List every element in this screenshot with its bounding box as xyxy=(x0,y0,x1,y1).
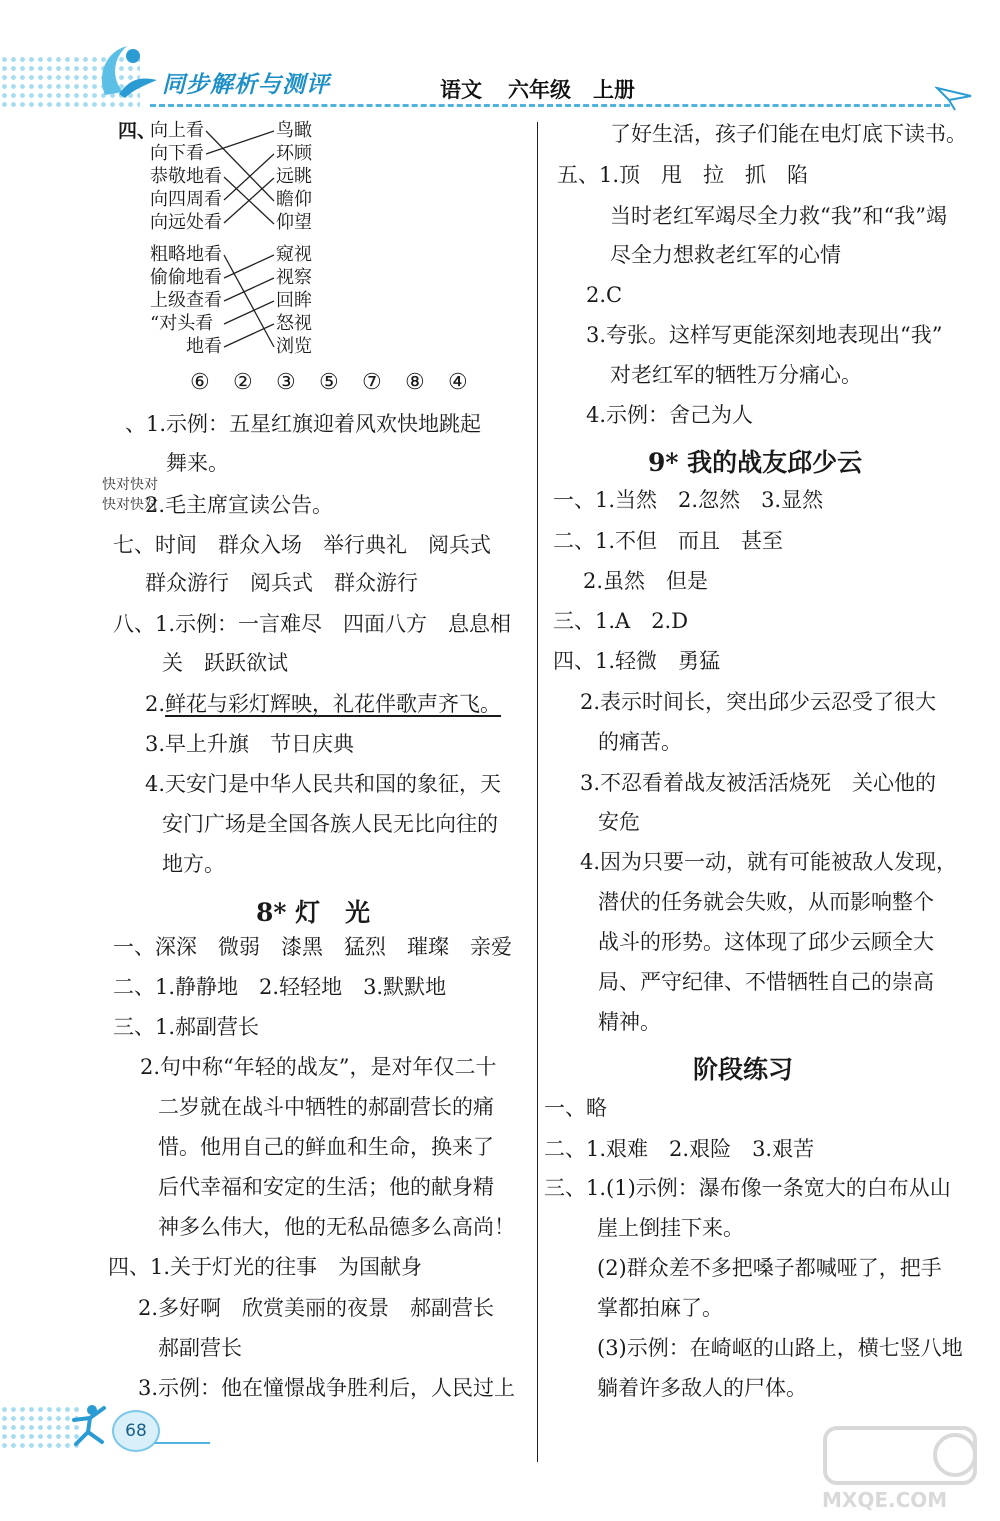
match2-right-5: 浏览 xyxy=(276,336,312,357)
answer-line: 3.夸张。这样写更能深刻地表现出“我” xyxy=(586,323,943,347)
answer-line xyxy=(145,692,501,717)
match2-right-3: 回眸 xyxy=(276,290,312,311)
answer-line: 尽全力想救老红军的心情 xyxy=(610,243,841,267)
answer-line: 2.表示时间长，突出邱少云忍受了很大 xyxy=(580,690,937,714)
answer-line: 七、时间 群众入场 举行典礼 阅兵式 xyxy=(113,533,491,557)
match-right-4: 瞻仰 xyxy=(276,189,312,210)
answer-line: 安门广场是全国各族人民无比向往的 xyxy=(162,812,498,836)
answer-line: 安危 xyxy=(598,810,640,834)
sequence-item: ⑥ xyxy=(190,370,210,395)
answer-line: 舞来。 xyxy=(166,451,229,475)
watermark-logo-icon xyxy=(820,1420,990,1494)
sequence-item: ② xyxy=(233,370,253,395)
answer-line: 二岁就在战斗中牺牲的郝副营长的痛 xyxy=(158,1095,494,1119)
ordering-sequence xyxy=(190,370,491,395)
header-volume: 上册 xyxy=(593,77,635,102)
match-right-5: 仰望 xyxy=(276,212,312,233)
matching-section-label: 四、 xyxy=(118,120,157,142)
answer-line: 4.示例：舍己为人 xyxy=(586,403,754,427)
answer-line: 惜。他用自己的鲜血和生命，换来了 xyxy=(158,1135,494,1159)
match-right-2: 环顾 xyxy=(276,143,312,164)
answer-line: 八、1.示例：一言难尽 四面八方 息息相 xyxy=(113,612,512,636)
match-line xyxy=(206,131,274,154)
answer-line: 一、深深 微弱 漆黑 猛烈 璀璨 亲爱 xyxy=(113,935,512,959)
answer-line: 四、1.关于灯光的往事 为国献身 xyxy=(108,1255,423,1279)
watermark-text: MXQE.COM xyxy=(822,1488,948,1512)
underlined-answer: 鲜花与彩灯辉映，礼花伴歌声齐飞。 xyxy=(165,692,502,716)
answer-line: 三、1.(1)示例：瀑布像一条宽大的白布从山 xyxy=(544,1176,951,1200)
answer-line: 当时老红军竭尽全力救“我”和“我”竭 xyxy=(610,204,947,228)
match-right-3: 远眺 xyxy=(276,166,312,187)
answer-line: 3.示例：他在憧憬战争胜利后，人民过上 xyxy=(138,1376,516,1400)
header-grade: 六年级 xyxy=(508,77,571,102)
match-left-2: 向下看 xyxy=(150,143,204,164)
answer-line: 关 跃跃欲试 xyxy=(162,651,288,675)
answer-line: 3.早上升旗 节日庆典 xyxy=(145,732,355,756)
sequence-item: ③ xyxy=(276,370,296,395)
answer-line: 二、1.静静地 2.轻轻地 3.默默地 xyxy=(113,975,447,999)
answer-line: 郝副营长 xyxy=(158,1336,242,1360)
answer-line: 局、严守纪律、不惜牺牲自己的崇高 xyxy=(598,970,934,994)
match-line xyxy=(224,324,274,347)
sequence-item: ⑤ xyxy=(319,370,339,395)
answer-line: 、1.示例：五星红旗迎着风欢快地跳起 xyxy=(125,412,482,436)
match2-left-5: 地看 xyxy=(186,336,222,357)
answer-line: 地方。 xyxy=(162,852,225,876)
answer-line: (3)示例：在崎岖的山路上，横七竖八地 xyxy=(597,1336,963,1360)
answer-line: 一、1.当然 2.忽然 3.显然 xyxy=(553,488,824,512)
match-line xyxy=(224,278,274,301)
answer-line: 战斗的形势。这体现了邱少云顾全大 xyxy=(598,930,934,954)
answer-line: 2.毛主席宣读公告。 xyxy=(145,493,334,517)
answer-line: 2.句中称“年轻的战友”，是对年仅二十 xyxy=(140,1055,497,1079)
match-right-1: 鸟瞰 xyxy=(276,120,312,141)
answer-line: 潜伏的任务就会失败，从而影响整个 xyxy=(598,890,934,914)
answer-line: 一、略 xyxy=(544,1096,607,1120)
answer-line: 二、1.不但 而且 甚至 xyxy=(553,529,784,553)
page-number: 68 xyxy=(112,1410,160,1452)
match2-left-4: “对头看 xyxy=(150,313,214,334)
match-left-1: 向上看 xyxy=(150,120,204,141)
answer-line: 精神。 xyxy=(598,1010,661,1034)
match2-left-3: 上级查看 xyxy=(150,290,222,311)
answer-line: 后代幸福和安定的生活；他的献身精 xyxy=(158,1175,494,1199)
series-brand: 同步解析与测评 xyxy=(162,72,330,98)
answer-line: 2.C xyxy=(586,283,623,307)
stage-practice-title: 阶段练习 xyxy=(693,1055,794,1084)
match2-left-2: 偷偷地看 xyxy=(150,267,222,288)
answer-line: 五、1.顶 甩 拉 抓 陷 xyxy=(557,163,809,187)
answer-line: 三、1.A 2.D xyxy=(553,609,689,633)
footer-rule xyxy=(155,1442,210,1444)
answer-line: 群众游行 阅兵式 群众游行 xyxy=(145,571,418,595)
match2-right-2: 视察 xyxy=(276,267,312,288)
match2-left-1: 粗略地看 xyxy=(150,244,222,265)
match-left-4: 向四周看 xyxy=(150,189,222,210)
header-subject: 语文 xyxy=(440,77,482,102)
match-line xyxy=(224,255,274,347)
sequence-item: ⑧ xyxy=(405,370,425,395)
match-left-5: 向远处看 xyxy=(150,212,222,233)
answer-line: 三、1.郝副营长 xyxy=(113,1015,260,1039)
match2-right-1: 窥视 xyxy=(276,244,312,265)
lesson-8-title: 8* 灯 光 xyxy=(256,898,371,927)
sequence-item: ⑦ xyxy=(362,370,382,395)
match-line xyxy=(224,301,274,324)
margin-note-2: 快对快对 xyxy=(102,497,158,513)
answer-line: 躺着许多敌人的尸体。 xyxy=(597,1376,807,1400)
match2-right-4: 怒视 xyxy=(276,313,312,334)
answer-line: 2.虽然 但是 xyxy=(583,569,709,593)
answer-line: 四、1.轻微 勇猛 xyxy=(553,649,721,673)
margin-note-1: 快对快对 xyxy=(102,477,158,493)
answer-line: 2.多好啊 欣赏美丽的夜景 郝副营长 xyxy=(138,1296,495,1320)
sequence-item: ④ xyxy=(448,370,468,395)
answer-line: 了好生活，孩子们能在电灯底下读书。 xyxy=(610,122,967,146)
match-line xyxy=(224,255,274,278)
match-line xyxy=(206,131,274,201)
answer-line: 掌都拍麻了。 xyxy=(597,1296,723,1320)
jumping-figure-icon xyxy=(66,1402,112,1452)
answer-line: (2)群众差不多把嗓子都喊哑了，把手 xyxy=(597,1256,942,1280)
answer-line: 二、1.艰难 2.艰险 3.艰苦 xyxy=(544,1137,815,1161)
answer-line: 崖上倒挂下来。 xyxy=(597,1216,744,1240)
lesson-9-title: 9* 我的战友邱少云 xyxy=(648,448,863,477)
match-left-3: 恭敬地看 xyxy=(150,166,222,187)
item-number: 2. xyxy=(145,692,166,716)
answer-line: 的痛苦。 xyxy=(598,730,682,754)
answer-line: 4.天安门是中华人民共和国的象征，天 xyxy=(145,772,502,796)
answer-line: 4.因为只要一动，就有可能被敌人发现， xyxy=(580,850,958,874)
answer-line: 对老红军的牺牲万分痛心。 xyxy=(610,363,862,387)
answer-line: 3.不忍看着战友被活活烧死 关心他的 xyxy=(580,771,937,795)
answer-line: 神多么伟大，他的无私品德多么高尚！ xyxy=(158,1215,515,1239)
